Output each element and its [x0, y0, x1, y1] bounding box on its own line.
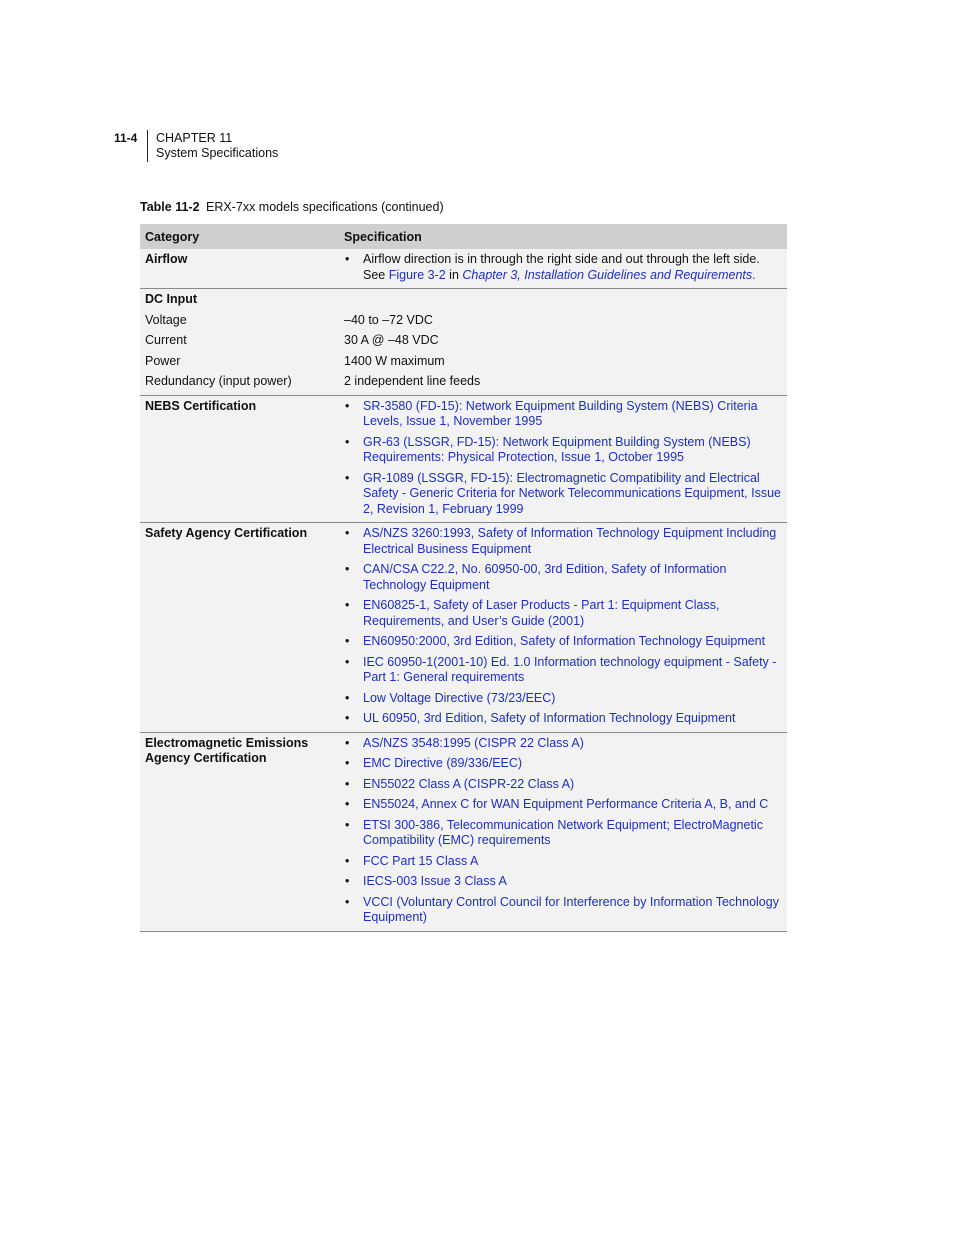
spec-link[interactable]: SR-3580 (FD-15): Network Equipment Building System (NEBS) Criteria Levels, Issue 1, November 1995	[363, 398, 758, 428]
list-item	[344, 562, 781, 593]
spec-safety	[339, 523, 787, 733]
list-item	[344, 252, 781, 283]
list-item	[344, 399, 781, 430]
list-item	[344, 711, 781, 727]
list-item	[344, 777, 781, 793]
table-caption-label: Table 11-2	[140, 200, 200, 214]
spec-link[interactable]: Low Voltage Directive (73/23/EEC)	[363, 690, 556, 705]
spec-link[interactable]: GR-1089 (LSSGR, FD-15): Electromagnetic Compatibility and Electrical Safety - Generic Criteria for Network Telecommunications Equipment, Issue 2, Revision 1, February 1999	[363, 470, 781, 516]
airflow-mid-text: in	[445, 267, 463, 282]
list-item	[344, 895, 781, 926]
list-item	[344, 634, 781, 650]
spec-link[interactable]: CAN/CSA C22.2, No. 60950-00, 3rd Edition, Safety of Information Technology Equipment	[363, 562, 727, 592]
list-item	[344, 797, 781, 813]
emissions-list	[344, 736, 781, 926]
list-item	[344, 736, 781, 752]
spec-link[interactable]: UL 60950, 3rd Edition, Safety of Information Technology Equipment	[363, 711, 736, 725]
chapter-title: System Specifications	[156, 146, 279, 160]
spec-link[interactable]: AS/NZS 3260:1993, Safety of Information Technology Equipment Including Electrical Business Equipment	[363, 526, 777, 556]
airflow-text: Airflow direction is in through the right side and out through the left side. See	[363, 252, 760, 282]
category-dc-input: DC Input	[145, 292, 198, 306]
spec-link[interactable]: EN60950:2000, 3rd Edition, Safety of Information Technology Equipment	[363, 634, 766, 648]
table-caption-text: ERX-7xx models specifications (continued)	[206, 200, 444, 214]
spec-link[interactable]: IECS-003 Issue 3 Class A	[363, 874, 507, 888]
spec-link[interactable]: EMC Directive (89/336/EEC)	[363, 756, 523, 770]
dc-input-row	[145, 313, 781, 329]
category-airflow: Airflow	[140, 249, 339, 289]
spec-link[interactable]: IEC 60950-1(2001-10) Ed. 1.0 Information technology equipment - Safety - Part 1: General requirements	[363, 654, 777, 684]
spec-link[interactable]: GR-63 (LSSGR, FD-15): Network Equipment Building System (NEBS) Requirements: Physical Protection, Issue 1, October 1995	[363, 434, 751, 464]
list-item	[344, 691, 781, 707]
table-row-emissions	[140, 732, 787, 931]
table-row-nebs	[140, 395, 787, 523]
dc-input-value: 2 independent line feeds	[344, 374, 481, 388]
dc-input-label: Current	[145, 333, 187, 347]
dc-input-cell	[140, 289, 787, 396]
dc-input-rows	[145, 313, 781, 390]
link-chapter-3[interactable]: Chapter 3, Installation Guidelines and Requirements	[462, 267, 753, 282]
table-row-dc-input	[140, 289, 787, 396]
spec-airflow	[339, 249, 787, 289]
list-item	[344, 598, 781, 629]
spec-emissions	[339, 732, 787, 931]
list-item	[344, 756, 781, 772]
table-row-airflow	[140, 249, 787, 289]
table-row-safety	[140, 523, 787, 733]
category-emissions: Electromagnetic Emissions Agency Certification	[140, 732, 339, 931]
safety-list	[344, 526, 781, 727]
dc-input-label: Voltage	[145, 312, 187, 327]
category-safety: Safety Agency Certification	[140, 523, 339, 733]
page-number: 11-4	[114, 131, 138, 145]
spec-link[interactable]: EN55022 Class A (CISPR-22 Class A)	[363, 776, 575, 791]
table-caption	[140, 200, 444, 214]
airflow-end-text: .	[752, 267, 756, 282]
list-item	[344, 526, 781, 557]
dc-input-value: 1400 W maximum	[344, 353, 445, 368]
spec-nebs	[339, 395, 787, 523]
chapter-heading	[156, 131, 278, 161]
dc-input-label: Redundancy (input power)	[145, 374, 292, 388]
chapter-label: CHAPTER 11	[156, 131, 233, 145]
spec-link[interactable]: FCC Part 15 Class A	[363, 853, 479, 868]
nebs-list	[344, 399, 781, 518]
header-divider	[147, 130, 148, 162]
dc-input-label: Power	[145, 353, 181, 368]
dc-input-row	[145, 333, 781, 349]
spec-link[interactable]: EN55024, Annex C for WAN Equipment Performance Criteria A, B, and C	[363, 797, 769, 811]
spec-link[interactable]: EN60825-1, Safety of Laser Products - Part 1: Equipment Class, Requirements, and User’s Guide (2001)	[363, 598, 720, 628]
link-figure-3-2[interactable]: Figure 3-2	[388, 267, 446, 282]
column-header-specification: Specification	[339, 224, 787, 249]
spec-link[interactable]: ETSI 300-386, Telecommunication Network Equipment; ElectroMagnetic Compatibility (EMC) requirements	[363, 817, 763, 847]
specifications-table	[140, 224, 787, 932]
list-item	[344, 435, 781, 466]
list-item	[344, 471, 781, 518]
spec-link[interactable]: VCCI (Voluntary Control Council for Interference by Information Technology Equipment)	[363, 894, 779, 924]
dc-input-value: –40 to –72 VDC	[344, 312, 433, 327]
category-nebs: NEBS Certification	[140, 395, 339, 523]
list-item	[344, 874, 781, 890]
table-header-row	[140, 224, 787, 249]
dc-input-value: 30 A @ –48 VDC	[344, 333, 439, 347]
list-item	[344, 854, 781, 870]
dc-input-row	[145, 354, 781, 370]
column-header-category: Category	[140, 224, 339, 249]
spec-link[interactable]: AS/NZS 3548:1995 (CISPR 22 Class A)	[363, 735, 584, 750]
dc-input-row	[145, 374, 781, 390]
list-item	[344, 818, 781, 849]
list-item	[344, 655, 781, 686]
